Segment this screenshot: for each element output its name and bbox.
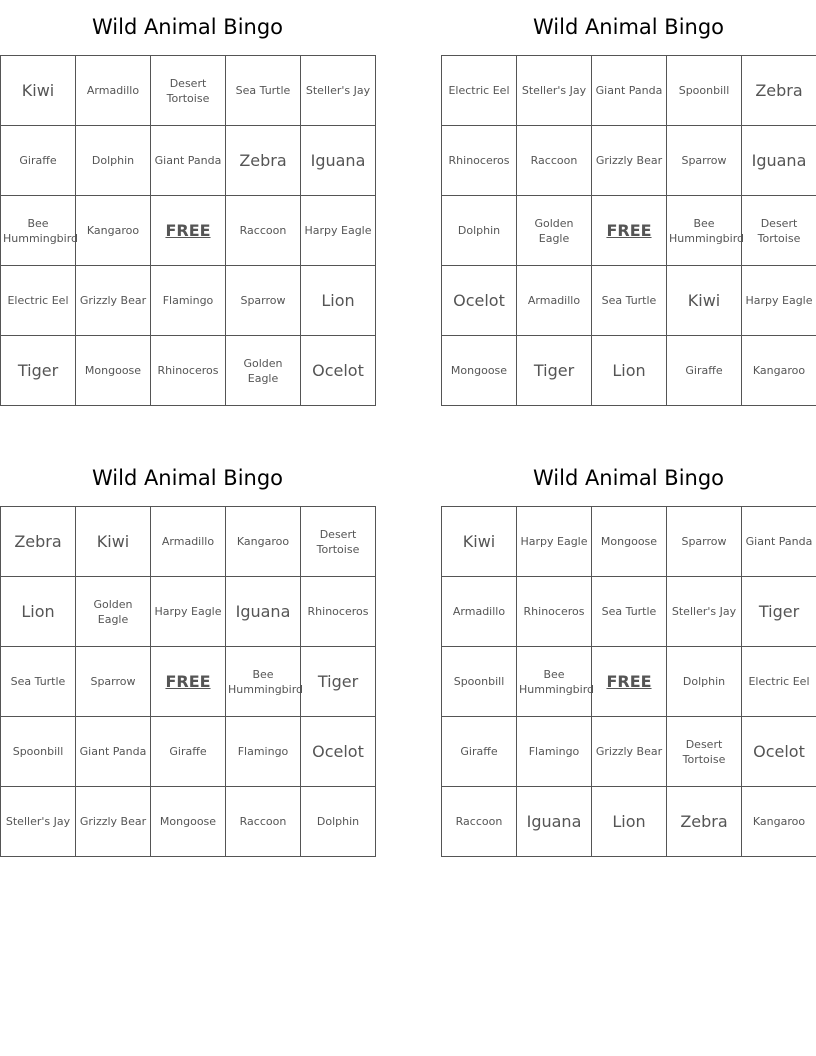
bingo-cell: Dolphin bbox=[667, 647, 742, 717]
bingo-cell: Dolphin bbox=[442, 196, 517, 266]
free-space: FREE bbox=[151, 647, 226, 717]
bingo-row bbox=[1, 717, 376, 787]
card-title: Wild Animal Bingo bbox=[91, 15, 284, 39]
bingo-cell: Ocelot bbox=[442, 266, 517, 336]
bingo-cell: Tiger bbox=[742, 577, 816, 647]
bingo-cell: Sea Turtle bbox=[592, 577, 667, 647]
bingo-cell: Mongoose bbox=[442, 336, 517, 406]
bingo-row bbox=[442, 507, 816, 577]
bingo-row bbox=[1, 266, 376, 336]
bingo-cell: Desert Tortoise bbox=[301, 507, 376, 577]
bingo-cell: Armadillo bbox=[151, 507, 226, 577]
bingo-cell: Sparrow bbox=[226, 266, 301, 336]
bingo-cell: Steller's Jay bbox=[1, 787, 76, 857]
bingo-cell: Mongoose bbox=[592, 507, 667, 577]
bingo-cell: Zebra bbox=[226, 126, 301, 196]
bingo-cell: Lion bbox=[592, 787, 667, 857]
bingo-cell: Iguana bbox=[742, 126, 816, 196]
bingo-cell: Lion bbox=[592, 336, 667, 406]
bingo-cell: Iguana bbox=[226, 577, 301, 647]
free-space: FREE bbox=[592, 647, 667, 717]
bingo-cell: Spoonbill bbox=[1, 717, 76, 787]
bingo-card-4 bbox=[441, 451, 816, 857]
bingo-row bbox=[442, 787, 816, 857]
bingo-row bbox=[442, 717, 816, 787]
bingo-cell: Desert Tortoise bbox=[742, 196, 816, 266]
bingo-cell: Armadillo bbox=[76, 56, 151, 126]
card-title: Wild Animal Bingo bbox=[532, 466, 725, 490]
bingo-cell: Kangaroo bbox=[742, 787, 816, 857]
bingo-cell: Grizzly Bear bbox=[592, 717, 667, 787]
bingo-cell: Sparrow bbox=[667, 507, 742, 577]
bingo-cell: Rhinoceros bbox=[517, 577, 592, 647]
bingo-row bbox=[1, 196, 376, 266]
bingo-cell: Flamingo bbox=[226, 717, 301, 787]
bingo-cell: Giraffe bbox=[151, 717, 226, 787]
bingo-cell: Bee Hummingbird bbox=[517, 647, 592, 717]
bingo-row bbox=[442, 196, 816, 266]
bingo-cell: Armadillo bbox=[517, 266, 592, 336]
bingo-cell: Giant Panda bbox=[742, 507, 816, 577]
card-title: Wild Animal Bingo bbox=[532, 15, 725, 39]
bingo-row bbox=[442, 336, 816, 406]
bingo-cell: Raccoon bbox=[517, 126, 592, 196]
bingo-cell: Steller's Jay bbox=[301, 56, 376, 126]
bingo-cell: Harpy Eagle bbox=[742, 266, 816, 336]
bingo-row bbox=[442, 577, 816, 647]
bingo-row bbox=[1, 336, 376, 406]
bingo-cell: Spoonbill bbox=[667, 56, 742, 126]
bingo-cell: Golden Eagle bbox=[226, 336, 301, 406]
bingo-grid bbox=[0, 55, 376, 406]
bingo-cell: Harpy Eagle bbox=[301, 196, 376, 266]
bingo-cell: Flamingo bbox=[151, 266, 226, 336]
bingo-cell: Spoonbill bbox=[442, 647, 517, 717]
bingo-cell: Rhinoceros bbox=[442, 126, 517, 196]
bingo-cell: Giraffe bbox=[1, 126, 76, 196]
bingo-cell: Dolphin bbox=[301, 787, 376, 857]
bingo-cell: Sea Turtle bbox=[226, 56, 301, 126]
bingo-cell: Electric Eel bbox=[1, 266, 76, 336]
bingo-cell: Sea Turtle bbox=[592, 266, 667, 336]
bingo-cell: Zebra bbox=[667, 787, 742, 857]
bingo-cell: Tiger bbox=[1, 336, 76, 406]
free-space: FREE bbox=[592, 196, 667, 266]
bingo-cell: Mongoose bbox=[76, 336, 151, 406]
bingo-cell: Harpy Eagle bbox=[517, 507, 592, 577]
bingo-cell: Tiger bbox=[517, 336, 592, 406]
bingo-cell: Kangaroo bbox=[742, 336, 816, 406]
bingo-cell: Harpy Eagle bbox=[151, 577, 226, 647]
bingo-cell: Mongoose bbox=[151, 787, 226, 857]
bingo-row bbox=[442, 126, 816, 196]
bingo-cell: Sparrow bbox=[667, 126, 742, 196]
bingo-cell: Grizzly Bear bbox=[592, 126, 667, 196]
bingo-row bbox=[442, 266, 816, 336]
bingo-cell: Ocelot bbox=[742, 717, 816, 787]
bingo-cell: Kiwi bbox=[76, 507, 151, 577]
bingo-cell: Kiwi bbox=[442, 507, 517, 577]
bingo-cell: Kangaroo bbox=[226, 507, 301, 577]
bingo-cell: Iguana bbox=[517, 787, 592, 857]
bingo-cell: Grizzly Bear bbox=[76, 787, 151, 857]
bingo-cell: Grizzly Bear bbox=[76, 266, 151, 336]
bingo-row bbox=[442, 56, 816, 126]
bingo-row bbox=[1, 577, 376, 647]
bingo-cell: Zebra bbox=[1, 507, 76, 577]
bingo-row bbox=[1, 507, 376, 577]
bingo-cell: Raccoon bbox=[226, 787, 301, 857]
bingo-cell: Flamingo bbox=[517, 717, 592, 787]
bingo-card-1 bbox=[0, 0, 375, 406]
bingo-cell: Giraffe bbox=[442, 717, 517, 787]
bingo-cell: Sea Turtle bbox=[1, 647, 76, 717]
bingo-cell: Desert Tortoise bbox=[151, 56, 226, 126]
card-title: Wild Animal Bingo bbox=[91, 466, 284, 490]
bingo-cell: Desert Tortoise bbox=[667, 717, 742, 787]
bingo-cell: Lion bbox=[301, 266, 376, 336]
bingo-cell: Bee Hummingbird bbox=[667, 196, 742, 266]
bingo-cell: Kiwi bbox=[1, 56, 76, 126]
bingo-card-3 bbox=[0, 451, 375, 857]
free-space: FREE bbox=[151, 196, 226, 266]
bingo-cell: Golden Eagle bbox=[517, 196, 592, 266]
bingo-cell: Iguana bbox=[301, 126, 376, 196]
bingo-row bbox=[442, 647, 816, 717]
bingo-grid bbox=[0, 506, 376, 857]
bingo-cell: Giant Panda bbox=[592, 56, 667, 126]
bingo-grid bbox=[441, 506, 816, 857]
bingo-cell: Kiwi bbox=[667, 266, 742, 336]
bingo-cell: Sparrow bbox=[76, 647, 151, 717]
bingo-cell: Giant Panda bbox=[151, 126, 226, 196]
bingo-grid bbox=[441, 55, 816, 406]
bingo-cell: Electric Eel bbox=[442, 56, 517, 126]
bingo-cell: Dolphin bbox=[76, 126, 151, 196]
bingo-cell: Raccoon bbox=[442, 787, 517, 857]
bingo-cell: Golden Eagle bbox=[76, 577, 151, 647]
bingo-cell: Ocelot bbox=[301, 717, 376, 787]
bingo-cell: Electric Eel bbox=[742, 647, 816, 717]
bingo-cell: Ocelot bbox=[301, 336, 376, 406]
bingo-row bbox=[1, 126, 376, 196]
bingo-cell: Steller's Jay bbox=[517, 56, 592, 126]
bingo-cell: Rhinoceros bbox=[301, 577, 376, 647]
bingo-cell: Kangaroo bbox=[76, 196, 151, 266]
bingo-row bbox=[1, 787, 376, 857]
bingo-cell: Giraffe bbox=[667, 336, 742, 406]
bingo-row bbox=[1, 647, 376, 717]
bingo-cell: Giant Panda bbox=[76, 717, 151, 787]
bingo-cell: Armadillo bbox=[442, 577, 517, 647]
bingo-cell: Zebra bbox=[742, 56, 816, 126]
bingo-cell: Rhinoceros bbox=[151, 336, 226, 406]
bingo-cell: Lion bbox=[1, 577, 76, 647]
bingo-row bbox=[1, 56, 376, 126]
bingo-cell: Bee Hummingbird bbox=[1, 196, 76, 266]
bingo-cell: Bee Hummingbird bbox=[226, 647, 301, 717]
bingo-cell: Steller's Jay bbox=[667, 577, 742, 647]
bingo-cell: Raccoon bbox=[226, 196, 301, 266]
bingo-card-2 bbox=[441, 0, 816, 406]
bingo-cell: Tiger bbox=[301, 647, 376, 717]
